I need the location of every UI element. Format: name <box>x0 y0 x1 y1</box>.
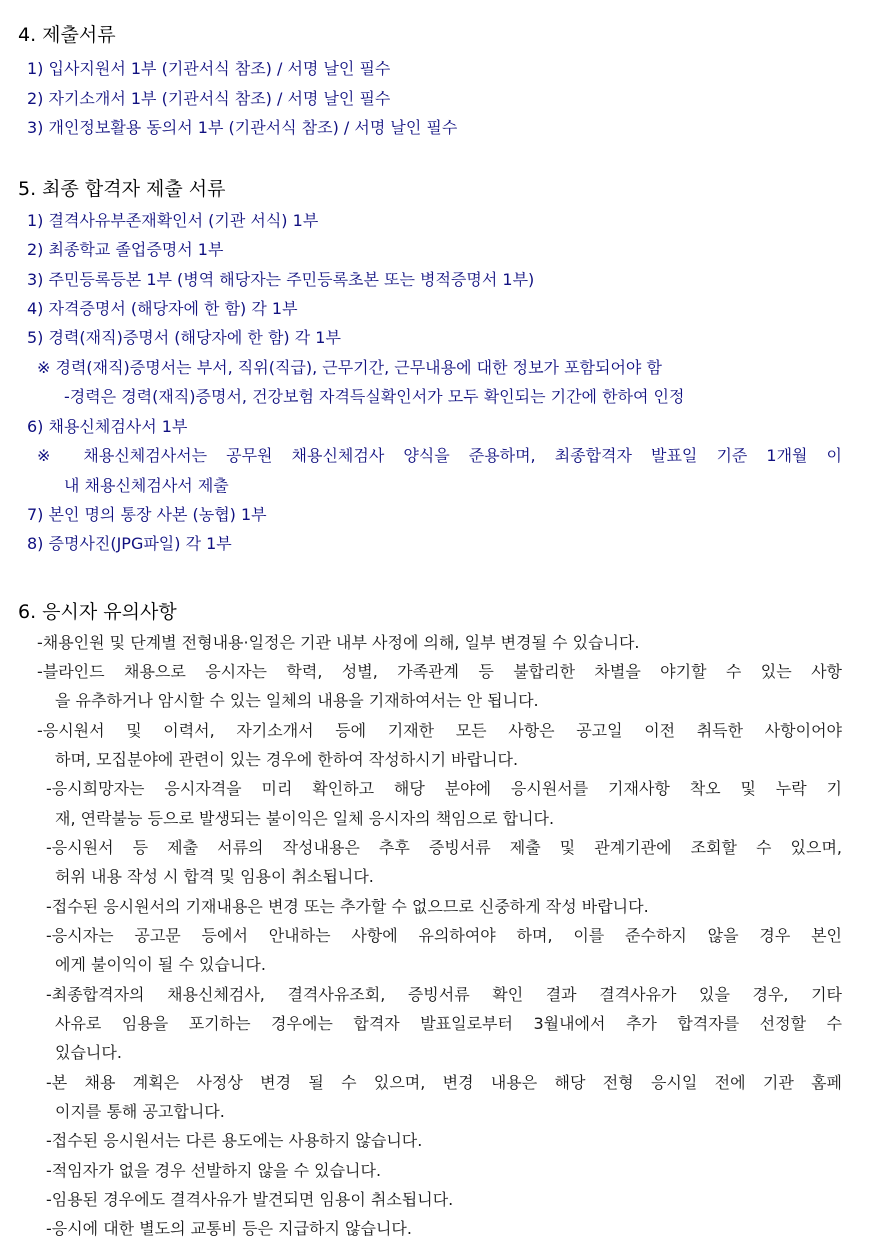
notice-line-19: -적임자가 없을 경우 선발하지 않을 수 있습니다. <box>46 1161 382 1180</box>
notice-line-5: 하며, 모집분야에 관련이 있는 경우에 한하여 작성하시기 바랍니다. <box>55 750 519 769</box>
section-5-item-3: 3) 주민등록등본 1부 (병역 해당자는 주민등록초본 또는 병적증명서 1부) <box>27 270 535 289</box>
section-5-item-4: 4) 자격증명서 (해당자에 한 함) 각 1부 <box>27 299 298 318</box>
notice-line-10: -접수된 응시원서의 기재내용은 변경 또는 추가할 수 없으므로 신중하게 작성 바랍니다. <box>46 897 649 916</box>
notice-line-13: -최종합격자의 채용신체검사, 결격사유조회, 증빙서류 확인 결과 결격사유가 있을 경우, 기타 <box>46 985 842 1004</box>
section-5-item-8: 8) 증명사진(JPG파일) 각 1부 <box>27 534 232 553</box>
notice-line-20: -임용된 경우에도 결격사유가 발견되면 임용이 취소됩니다. <box>46 1190 454 1209</box>
notice-line-4: -응시원서 및 이력서, 자기소개서 등에 기재한 모든 사항은 공고일 이전 취득한 사항이어야 <box>37 721 842 740</box>
section-5-item-5: 5) 경력(재직)증명서 (해당자에 한 함) 각 1부 <box>27 328 341 347</box>
section-5-title: 5. 최종 합격자 제출 서류 <box>18 178 226 200</box>
notice-line-15: 있습니다. <box>55 1043 122 1062</box>
section-6-title: 6. 응시자 유의사항 <box>18 601 177 623</box>
notice-line-3: 을 유추하거나 암시할 수 있는 일체의 내용을 기재하여서는 안 됩니다. <box>55 691 539 710</box>
notice-line-12: 에게 불이익이 될 수 있습니다. <box>55 955 266 974</box>
section-4-title: 4. 제출서류 <box>18 24 116 46</box>
notice-line-17: 이지를 통해 공고합니다. <box>55 1102 225 1121</box>
section-5-note-2-line-2: 내 채용신체검사서 제출 <box>64 476 229 495</box>
section-5-item-6: 6) 채용신체검사서 1부 <box>27 417 188 436</box>
notice-line-8: -응시원서 등 제출 서류의 작성내용은 추후 증빙서류 제출 및 관계기관에 조회할 수 있으며, <box>46 838 842 857</box>
notice-line-9: 허위 내용 작성 시 합격 및 임용이 취소됩니다. <box>55 867 374 886</box>
notice-line-21: -응시에 대한 별도의 교통비 등은 지급하지 않습니다. <box>46 1219 412 1238</box>
notice-line-6: -응시희망자는 응시자격을 미리 확인하고 해당 분야에 응시원서를 기재사항 착오 및 누락 기 <box>46 779 842 798</box>
notice-line-16: -본 채용 계획은 사정상 변경 될 수 있으며, 변경 내용은 해당 전형 응시일 전에 기관 홈페 <box>46 1073 842 1092</box>
section-5-item-2: 2) 최종학교 졸업증명서 1부 <box>27 240 224 259</box>
section-5-note-1: ※ 경력(재직)증명서는 부서, 직위(직급), 근무기간, 근무내용에 대한 정보가 포함되어야 함 <box>37 358 662 377</box>
notice-line-14: 사유로 임용을 포기하는 경우에는 합격자 발표일로부터 3월내에서 추가 합격자를 선정할 수 <box>55 1014 842 1033</box>
section-4-item-2: 2) 자기소개서 1부 (기관서식 참조) / 서명 날인 필수 <box>27 89 391 108</box>
section-5-item-7: 7) 본인 명의 통장 사본 (농협) 1부 <box>27 505 267 524</box>
section-5-note-1-sub: -경력은 경력(재직)증명서, 건강보험 자격득실확인서가 모두 확인되는 기간에 한하여 인정 <box>64 387 685 406</box>
notice-line-1: -채용인원 및 단계별 전형내용·일정은 기관 내부 사정에 의해, 일부 변경될 수 있습니다. <box>37 633 640 652</box>
notice-line-11: -응시자는 공고문 등에서 안내하는 사항에 유의하여야 하며, 이를 준수하지 않을 경우 본인 <box>46 926 842 945</box>
section-5-note-2-line-1: ※ 채용신체검사서는 공무원 채용신체검사 양식을 준용하며, 최종합격자 발표일 기준 1개월 이 <box>37 446 842 465</box>
notice-line-7: 재, 연락불능 등으로 발생되는 불이익은 일체 응시자의 책임으로 합니다. <box>55 809 555 828</box>
section-4-item-1: 1) 입사지원서 1부 (기관서식 참조) / 서명 날인 필수 <box>27 59 391 78</box>
section-4-item-3: 3) 개인정보활용 동의서 1부 (기관서식 참조) / 서명 날인 필수 <box>27 118 458 137</box>
notice-line-18: -접수된 응시원서는 다른 용도에는 사용하지 않습니다. <box>46 1131 423 1150</box>
notice-line-2: -블라인드 채용으로 응시자는 학력, 성별, 가족관계 등 불합리한 차별을 야기할 수 있는 사항 <box>37 662 842 681</box>
section-5-item-1: 1) 결격사유부존재확인서 (기관 서식) 1부 <box>27 211 319 230</box>
